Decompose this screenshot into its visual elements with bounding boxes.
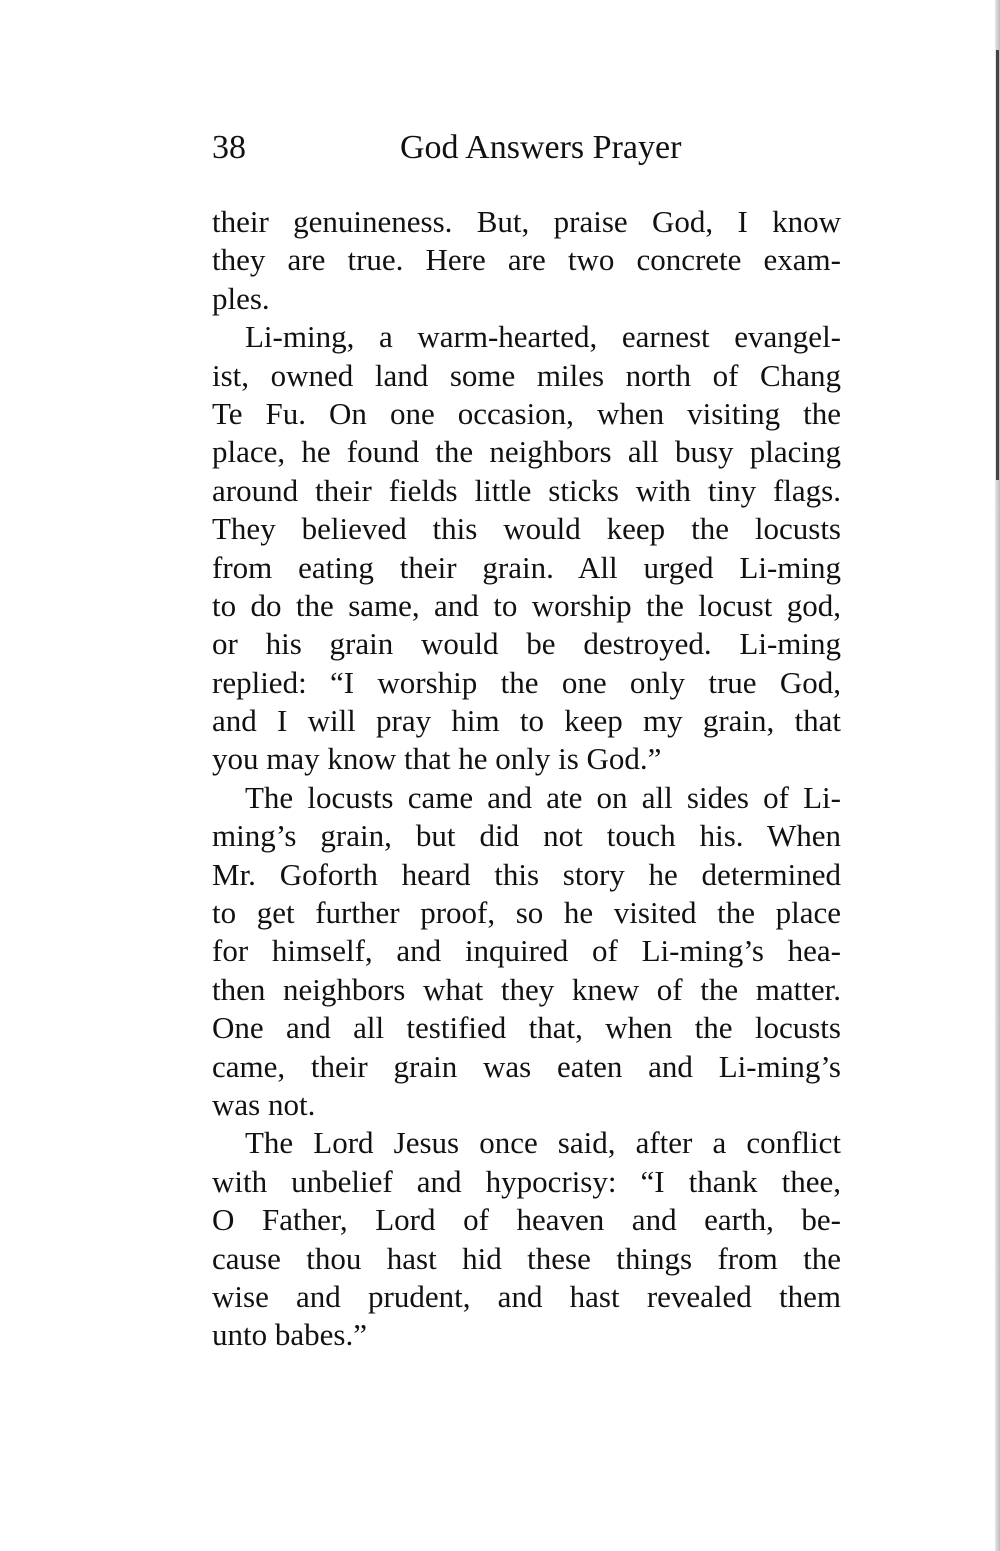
text-line: wise and prudent, and hast revealed them [212,1278,841,1314]
text-line: from eating their grain. All urged Li-ming [212,549,841,585]
text-line: and I will pray him to keep my grain, that [212,703,841,739]
scan-edge-dark-strip [996,50,999,480]
text-line: They believed this would keep the locusts [212,511,841,547]
text-line: ming’s grain, but did not touch his. When [212,818,841,854]
paragraph [212,1124,841,1354]
text-line: The locusts came and ate on all sides of Li- [245,779,841,815]
text-line: their genuineness. But, praise God, I know [212,204,841,239]
text-line: for himself, and inquired of Li-ming’s hea- [212,933,841,969]
text-line: they are true. Here are two concrete exam- [212,242,841,278]
page-number: 38 [212,129,246,166]
text-line: One and all testified that, when the locusts [212,1010,841,1046]
text-line: Li-ming, a warm-hearted, earnest evangel- [245,319,841,355]
text-line: cause thou hast hid these things from the [212,1240,841,1276]
paragraph [212,318,841,779]
text-line: to do the same, and to worship the locust god, [212,587,841,623]
text-line: came, their grain was eaten and Li-ming’s [212,1048,841,1084]
text-line: place, he found the neighbors all busy placing [212,434,841,470]
text-line: Te Fu. On one occasion, when visiting the [212,395,841,431]
text-line: ples. [212,280,270,316]
text-line: or his grain would be destroyed. Li-ming [212,626,841,662]
text-line: replied: “I worship the one only true God, [212,664,841,700]
text-line: to get further proof, so he visited the place [212,895,841,931]
text-line: ist, owned land some miles north of Chang [212,357,841,393]
text-line: with unbelief and hypocrisy: “I thank thee, [212,1163,841,1199]
running-head-title: God Answers Prayer [400,129,682,166]
text-line: The Lord Jesus once said, after a conflict [245,1125,841,1161]
text-line: you may know that he only is God.” [212,741,662,777]
text-line: O Father, Lord of heaven and earth, be- [212,1202,841,1238]
text-line: unto babes.” [212,1317,367,1353]
text-line: Mr. Goforth heard this story he determined [212,856,841,892]
paragraph [212,203,841,318]
page-header [212,126,842,172]
body-text [212,203,841,1355]
text-line: then neighbors what they knew of the matter. [212,971,841,1007]
text-line: was not. [212,1086,316,1122]
paragraph [212,779,841,1125]
text-line: around their fields little sticks with tiny flags. [212,472,841,508]
